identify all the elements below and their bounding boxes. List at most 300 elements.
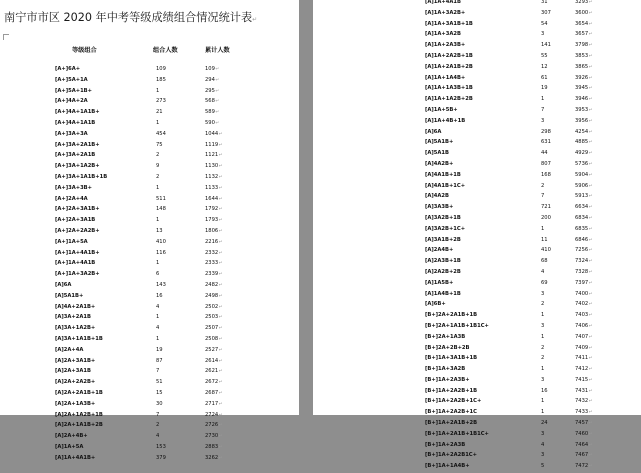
cell-combo: [A]1A+2A2B+1B <box>425 52 473 59</box>
paragraph-mark: ↵ <box>218 207 223 213</box>
cell-cumulative-value: 2332 <box>205 249 219 256</box>
cell-cumulative-value: 7415 <box>575 376 589 383</box>
paragraph-mark: ↵ <box>588 118 593 124</box>
cell-cumulative-value: 2726 <box>205 422 219 429</box>
paragraph-mark: ↵ <box>218 304 223 310</box>
cell-combo: [A]6B+ <box>425 301 446 308</box>
cell-count: 2 <box>541 301 545 308</box>
cell-count: 2 <box>541 355 545 362</box>
cell-cumulative-value: 6846 <box>575 236 589 243</box>
table-row <box>0 302 299 313</box>
cell-cumulative-value: 1132 <box>205 173 219 180</box>
table-row <box>313 40 641 51</box>
cell-count: 1 <box>541 225 545 232</box>
cell-cumulative-value: 3956 <box>575 117 589 124</box>
cell-combo: [A]1A+4A1B+ <box>55 454 96 461</box>
cell-cumulative-value: 7432 <box>575 398 589 405</box>
paragraph-mark: ↵ <box>588 53 593 59</box>
cell-count: 1 <box>156 119 160 126</box>
paragraph-mark: ↵ <box>588 64 593 70</box>
table-row <box>0 96 299 107</box>
cell-combo: [A]1A+4B+1B <box>425 117 466 124</box>
cell-count: 3 <box>541 290 545 297</box>
table-row <box>313 256 641 267</box>
cell-combo: [A]3A1B+2B <box>425 236 461 243</box>
paragraph-mark: ↵ <box>588 302 593 308</box>
paragraph-mark: ↵ <box>218 164 223 170</box>
paragraph-mark: ↵ <box>218 228 223 234</box>
cell-combo: [A]2A2B+2B <box>425 268 461 275</box>
cell-count: 3 <box>541 322 545 329</box>
cell-cumulative-value: 7397 <box>575 279 589 286</box>
paragraph-mark: ↵ <box>218 434 223 440</box>
table-row <box>0 334 299 345</box>
cell-cumulative-value: 7403 <box>575 312 589 319</box>
margin-corner-mark <box>3 34 9 40</box>
cell-combo: [A]3A3B+ <box>425 204 454 211</box>
table-row <box>313 29 641 40</box>
cell-combo: [A]4A2B <box>425 193 449 200</box>
paragraph-mark: ↵ <box>588 410 593 416</box>
table-row <box>0 258 299 269</box>
cell-count: 4 <box>156 325 160 332</box>
paragraph-mark: ↵ <box>588 43 593 49</box>
cell-combo: [A+]4A+1A1B+ <box>55 109 100 116</box>
cell-combo: [B+]1A+2A2B+1B <box>425 387 478 394</box>
cell-combo: [A]2A3B+1B <box>425 258 461 265</box>
paragraph-mark: ↵ <box>218 196 223 202</box>
cell-combo: [A+]2A+4A <box>55 195 88 202</box>
cell-count: 2 <box>156 173 160 180</box>
paragraph-mark: ↵ <box>588 205 593 211</box>
cell-count: 1 <box>156 314 160 321</box>
cell-count: 307 <box>541 9 551 16</box>
table-row <box>0 269 299 280</box>
cell-combo: [A]1A5B+ <box>425 279 454 286</box>
paragraph-mark: ↵ <box>215 77 220 83</box>
table-row <box>313 299 641 310</box>
cell-cumulative-value: 2672 <box>205 379 219 386</box>
cell-count: 6 <box>156 271 160 278</box>
cell-combo: [A+]4A+2A <box>55 98 88 105</box>
cell-combo: [A]2A+2A2B+ <box>55 379 96 386</box>
paragraph-mark: ↵ <box>215 110 220 116</box>
paragraph-mark: ↵ <box>588 75 593 81</box>
cell-cumulative-value: 2883 <box>205 443 219 450</box>
cell-count: 273 <box>156 98 166 105</box>
table-row <box>0 312 299 323</box>
cell-count: 141 <box>541 42 551 49</box>
cell-count: 11 <box>541 236 548 243</box>
cell-count: 153 <box>156 443 166 450</box>
cell-cumulative-value: 2507 <box>205 325 219 332</box>
cell-combo: [A+]2A+2A2B+ <box>55 227 100 234</box>
table-row <box>313 94 641 105</box>
table-row <box>313 170 641 181</box>
paragraph-mark: ↵ <box>218 250 223 256</box>
cell-cumulative-value: 7460 <box>575 430 589 437</box>
cell-combo: [B+]1A+2A3B+ <box>425 376 470 383</box>
paragraph-mark: ↵ <box>218 261 223 267</box>
cell-combo: [B+]2A+1A1B+1B1C+ <box>425 322 489 329</box>
cell-combo: [A+]6A+ <box>55 66 81 72</box>
paragraph-mark: ↵ <box>588 356 593 362</box>
table-row <box>0 388 299 399</box>
cell-count: 21 <box>156 109 163 116</box>
paragraph-mark: ↵ <box>218 326 223 332</box>
cell-cumulative-value: 3865 <box>575 63 589 70</box>
paragraph-mark: ↵ <box>218 131 223 137</box>
cell-combo: [B+]1A+1A4B+ <box>425 463 470 470</box>
paragraph-mark: ↵ <box>588 421 593 427</box>
paragraph-mark: ↵ <box>215 88 220 94</box>
table-row <box>313 191 641 202</box>
cell-combo: [A]3A2B+1B <box>425 214 461 221</box>
cell-cumulative-value: 5913 <box>575 193 589 200</box>
cell-count: 68 <box>541 258 548 265</box>
header-combo: 等级组合 <box>72 47 97 54</box>
cell-count: 1 <box>156 335 160 342</box>
cell-count: 2 <box>541 182 545 189</box>
cell-count: 143 <box>156 281 166 288</box>
cell-combo: [A]2A4B+ <box>425 247 454 254</box>
cell-combo: [A]2A+1A2B+1B <box>55 411 103 418</box>
cell-combo: [A+]5A+1A <box>55 76 88 83</box>
cell-cumulative-value: 2687 <box>205 389 219 396</box>
paragraph-mark: ↵ <box>218 380 223 386</box>
document-title <box>4 9 257 25</box>
cell-cumulative-value: 2498 <box>205 292 219 299</box>
table-row <box>313 148 641 159</box>
cell-cumulative-value: 2502 <box>205 303 219 310</box>
table-row <box>0 140 299 151</box>
cell-combo: [A+]3A+1A2B+ <box>55 163 100 170</box>
table-row <box>313 245 641 256</box>
table-row <box>313 267 641 278</box>
cell-cumulative-value: 1119 <box>205 141 219 148</box>
cell-count: 44 <box>541 150 548 157</box>
table-row <box>313 429 641 440</box>
paragraph-mark: ↵ <box>215 120 220 126</box>
cell-cumulative-value: 4254 <box>575 128 589 135</box>
cell-cumulative-value: 109 <box>205 66 215 72</box>
cell-combo: [A]1A+2A3B+ <box>425 42 466 49</box>
cell-combo: [A+]1A+4A1B+ <box>55 249 100 256</box>
table-row <box>0 183 299 194</box>
cell-combo: [A+]1A+3A2B+ <box>55 271 100 278</box>
table-row <box>0 248 299 259</box>
cell-cumulative-value: 2333 <box>205 260 219 267</box>
cell-combo: [A]1A+3A1B+1B <box>425 20 473 27</box>
cell-cumulative-value: 2482 <box>205 281 219 288</box>
paragraph-mark: ↵ <box>218 185 223 191</box>
cell-cumulative-value: 4885 <box>575 139 589 146</box>
cell-count: 298 <box>541 128 551 135</box>
cell-count: 2 <box>156 152 160 159</box>
table-row <box>313 116 641 127</box>
cell-cumulative-value: 7407 <box>575 333 589 340</box>
cell-cumulative-value: 1806 <box>205 227 219 234</box>
table-row <box>313 181 641 192</box>
cell-count: 3 <box>541 430 545 437</box>
paragraph-mark: ↵ <box>588 86 593 92</box>
paragraph-mark: ↵ <box>218 444 223 450</box>
cell-count: 24 <box>541 420 548 427</box>
cell-count: 75 <box>156 141 163 148</box>
paragraph-mark: ↵ <box>218 153 223 159</box>
cell-combo: [A]5A1B+ <box>55 292 84 299</box>
cell-combo: [B+]1A+2A3B <box>425 441 466 448</box>
paragraph-mark: ↵ <box>218 293 223 299</box>
paragraph-mark: ↵ <box>218 142 223 148</box>
paragraph-mark: ↵ <box>218 282 223 288</box>
paragraph-mark: ↵ <box>215 67 220 72</box>
cell-combo: [A]2A+3A1B <box>55 368 91 375</box>
cell-count: 116 <box>156 249 166 256</box>
table-row <box>313 73 641 84</box>
table-row <box>0 194 299 205</box>
header-count: 组合人数 <box>153 47 178 54</box>
cell-combo: [A]1A4B+1B <box>425 290 461 297</box>
cell-count: 7 <box>156 411 160 418</box>
cell-cumulative-value: 1793 <box>205 217 219 224</box>
cell-combo: [B+]1A+2A2B+1C <box>425 409 477 416</box>
cell-cumulative-value: 3654 <box>575 20 589 27</box>
paragraph-mark: ↵ <box>218 369 223 375</box>
cell-combo: [B+]1A+3A2B <box>425 366 466 373</box>
cell-cumulative-value: 589 <box>205 109 215 116</box>
document-page-right <box>313 0 641 470</box>
paragraph-mark: ↵ <box>588 313 593 319</box>
paragraph-mark: ↵ <box>588 21 593 27</box>
table-row <box>0 172 299 183</box>
paragraph-mark: ↵ <box>588 129 593 135</box>
cell-count: 13 <box>156 227 163 234</box>
cell-cumulative-value: 3946 <box>575 96 589 103</box>
paragraph-mark: ↵ <box>218 412 223 418</box>
table-row <box>0 356 299 367</box>
cell-cumulative-value: 590 <box>205 119 215 126</box>
table-row <box>0 107 299 118</box>
table-row <box>313 0 641 8</box>
cell-cumulative-value: 1121 <box>205 152 219 159</box>
cell-combo: [B+]1A+2A1B+2B <box>425 420 478 427</box>
cell-combo: [A]3A+1A1B+1B <box>55 335 103 342</box>
cell-cumulative-value: 7457 <box>575 420 589 427</box>
paragraph-mark: ↵ <box>218 455 223 461</box>
cell-combo: [B+]2A+2B+2B <box>425 344 470 351</box>
cell-count: 69 <box>541 279 548 286</box>
paragraph-mark: ↵ <box>588 259 593 265</box>
cell-cumulative-value: 5736 <box>575 160 589 167</box>
cell-count: 1 <box>541 366 545 373</box>
paragraph-mark: ↵ <box>218 336 223 342</box>
cell-count: 200 <box>541 214 551 221</box>
cell-combo: [B+]1A+2A2B+1C+ <box>425 398 482 405</box>
cell-combo: [A]3A+1A2B+ <box>55 325 96 332</box>
cell-cumulative-value: 7467 <box>575 452 589 459</box>
cell-cumulative-value: 7256 <box>575 247 589 254</box>
cell-cumulative-value: 7400 <box>575 290 589 297</box>
cell-cumulative-value: 3262 <box>205 454 219 461</box>
cell-cumulative-value: 3853 <box>575 52 589 59</box>
cell-count: 31 <box>541 0 548 5</box>
cell-combo: [A]2A+2A1B+1B <box>55 389 103 396</box>
table-row <box>0 129 299 140</box>
cell-count: 1 <box>156 87 160 94</box>
paragraph-mark: ↵ <box>588 151 593 157</box>
table-row <box>0 291 299 302</box>
paragraph-mark: ↵ <box>588 215 593 221</box>
cell-count: 4 <box>541 268 545 275</box>
table-row <box>313 321 641 332</box>
table-row <box>0 345 299 356</box>
cell-combo: [A]5A1B+ <box>425 139 454 146</box>
table-body-left <box>0 64 299 463</box>
cell-cumulative-value: 7409 <box>575 344 589 351</box>
table-row <box>313 289 641 300</box>
cell-combo: [A]4A+2A1B+ <box>55 303 96 310</box>
cell-cumulative-value: 3926 <box>575 74 589 81</box>
cell-combo: [A+]2A+3A1B <box>55 217 96 224</box>
paragraph-mark: ↵ <box>218 239 223 245</box>
cell-cumulative-value: 2614 <box>205 357 219 364</box>
cell-combo: [A]2A+4B+ <box>55 433 88 440</box>
table-row <box>0 431 299 442</box>
table-row <box>0 377 299 388</box>
paragraph-mark: ↵ <box>588 97 593 103</box>
table-row <box>0 280 299 291</box>
cell-combo: [A]1A+1A4B+ <box>425 74 466 81</box>
cell-cumulative-value: 2508 <box>205 335 219 342</box>
paragraph-mark: ↵ <box>588 10 593 16</box>
cell-combo: [A+]1A+4A1B <box>55 260 96 267</box>
table-row <box>313 440 641 451</box>
paragraph-mark: ↵ <box>218 347 223 353</box>
cell-count: 55 <box>541 52 548 59</box>
paragraph-mark: ↵ <box>588 172 593 178</box>
table-row <box>313 396 641 407</box>
paragraph-mark: ↵ <box>218 423 223 429</box>
cell-combo: [B+]2A+1A3B <box>425 333 466 340</box>
cell-cumulative-value: 2527 <box>205 346 219 353</box>
paragraph-mark: ↵ <box>588 280 593 286</box>
table-row <box>313 19 641 30</box>
cell-count: 3 <box>541 31 545 38</box>
cell-count: 30 <box>156 400 163 407</box>
paragraph-mark: ↵ <box>218 358 223 364</box>
cell-count: 87 <box>156 357 163 364</box>
paragraph-mark: ↵ <box>215 99 220 105</box>
cell-combo: [A]1A+1A3B+1B <box>425 85 473 92</box>
table-row <box>313 127 641 138</box>
cell-cumulative-value: 7472 <box>575 463 589 470</box>
cell-cumulative-value: 1644 <box>205 195 219 202</box>
cell-cumulative-value: 7433 <box>575 409 589 416</box>
cell-count: 9 <box>156 163 160 170</box>
cell-combo: [A+]1A+5A <box>55 238 88 245</box>
cell-count: 148 <box>156 206 166 213</box>
cell-count: 1 <box>156 217 160 224</box>
cell-combo: [B+]1A+3A1B+1B <box>425 355 478 362</box>
table-row <box>0 453 299 464</box>
cell-cumulative-value: 7464 <box>575 441 589 448</box>
cell-combo: [A]2A+4A <box>55 346 84 353</box>
cell-count: 807 <box>541 160 551 167</box>
cell-count: 631 <box>541 139 551 146</box>
paragraph-mark: ↵ <box>252 16 258 23</box>
cell-cumulative <box>205 453 222 465</box>
cell-combo: [A]4A1B+1B <box>425 171 461 178</box>
cell-count: 51 <box>156 379 163 386</box>
cell-count: 1 <box>541 409 545 416</box>
cell-combo: [B+]1A+2A1B+1B1C+ <box>425 430 489 437</box>
table-row <box>313 343 641 354</box>
paragraph-mark: ↵ <box>588 399 593 405</box>
cell-count: 61 <box>541 74 548 81</box>
table-row <box>0 118 299 129</box>
cell-combo: [A]3A+2A1B <box>55 314 91 321</box>
cell-count: 109 <box>156 66 166 72</box>
cell-count: 1 <box>541 312 545 319</box>
cell-count: 7 <box>156 368 160 375</box>
table-row <box>313 278 641 289</box>
cell-cumulative-value: 3945 <box>575 85 589 92</box>
paragraph-mark: ↵ <box>588 248 593 254</box>
table-row <box>313 159 641 170</box>
paragraph-mark: ↵ <box>588 194 593 200</box>
cell-combo: [A]1A+3A2B+ <box>425 9 466 16</box>
cell-count: 721 <box>541 204 551 211</box>
paragraph-mark: ↵ <box>218 390 223 396</box>
cell-cumulative-value: 5906 <box>575 182 589 189</box>
cell-count: 1 <box>541 96 545 103</box>
paragraph-mark: ↵ <box>588 431 593 437</box>
cell-cumulative-value: 7402 <box>575 301 589 308</box>
cell-count: 16 <box>156 292 163 299</box>
cell-count: 185 <box>156 76 166 83</box>
cell-combo: [A]1A+4A1B <box>425 0 461 5</box>
cell-combo: [B+]1A+2A2B1C+ <box>425 452 477 459</box>
paragraph-mark: ↵ <box>588 107 593 113</box>
paragraph-mark: ↵ <box>588 334 593 340</box>
cell-count: 3 <box>541 452 545 459</box>
table-row <box>0 237 299 248</box>
table-row <box>313 224 641 235</box>
cell-count: 379 <box>156 454 166 461</box>
cell-cumulative-value: 7411 <box>575 355 589 362</box>
cell-cumulative-value: 5904 <box>575 171 589 178</box>
paragraph-mark: ↵ <box>588 377 593 383</box>
table-row <box>0 410 299 421</box>
cell-cumulative-value: 568 <box>205 98 215 105</box>
cell-count: 7 <box>541 106 545 113</box>
cell-combo: [A+]4A+1A1B <box>55 119 96 126</box>
cell-combo: [A]2A+1A3B+ <box>55 400 96 407</box>
cell-cumulative-value: 3293 <box>575 0 589 5</box>
paragraph-mark: ↵ <box>588 291 593 297</box>
table-row <box>0 442 299 453</box>
cell-count: 19 <box>541 85 548 92</box>
table-row <box>313 202 641 213</box>
paragraph-mark: ↵ <box>588 269 593 275</box>
table-row <box>0 75 299 86</box>
table-row <box>0 420 299 431</box>
paragraph-mark: ↵ <box>588 367 593 373</box>
cell-combo: [A+]2A+3A1B+ <box>55 206 100 213</box>
cell-combo: [A]1A+5B+ <box>425 106 458 113</box>
paragraph-mark: ↵ <box>588 183 593 189</box>
